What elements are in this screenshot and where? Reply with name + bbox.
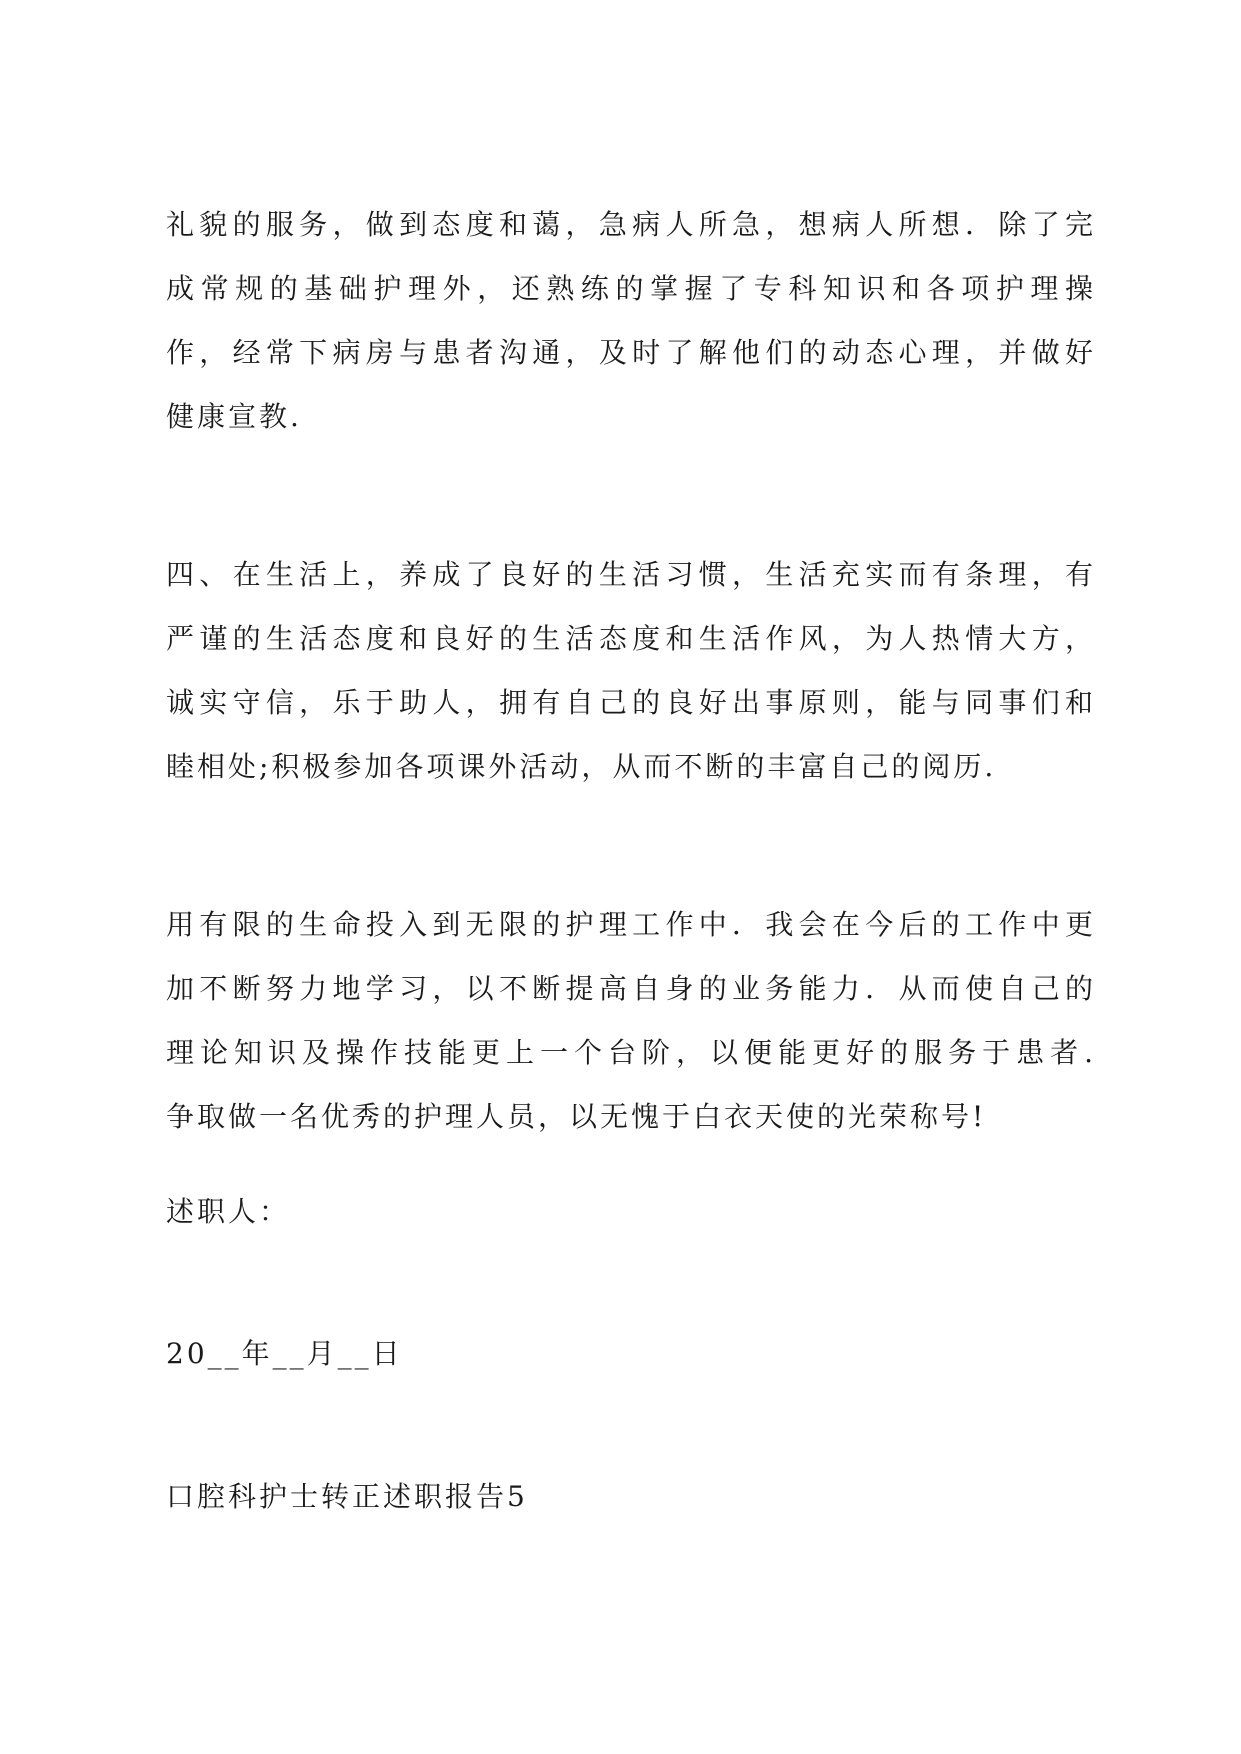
text-line: 成常规的基础护理外，还熟练的掌握了专科知识和各项护理操 [166,272,1096,305]
paragraph-service [166,193,1096,449]
paragraph-life [166,543,1096,799]
text-line: 争取做一名优秀的护理人员，以无愧于白衣天使的光荣称号! [166,1100,987,1133]
text-line: 用有限的生命投入到无限的护理工作中．我会在今后的工作中更 [166,908,1096,941]
next-report-title [166,1465,1096,1529]
text-line: 严谨的生活态度和良好的生活态度和生活作风，为人热情大方， [166,622,1096,655]
section-heading: 口腔科护士转正述职报告5 [166,1480,528,1513]
text-line: 加不断努力地学习，以不断提高自身的业务能力．从而使自己的 [166,972,1096,1005]
date-text: 20__年__月__日 [166,1337,403,1370]
text-line: 礼貌的服务，做到态度和蔼，急病人所急，想病人所想．除了完 [166,208,1096,241]
date-line [166,1322,1096,1386]
text-line: 作，经常下病房与患者沟通，及时了解他们的动态心理，并做好 [166,336,1096,369]
signature-text: 述职人： [166,1195,291,1228]
text-line: 四、在生活上，养成了良好的生活习惯，生活充实而有条理，有 [166,558,1096,591]
signature-label [166,1180,1096,1244]
paragraph-closing [166,893,1096,1149]
text-line: 诚实守信，乐于助人，拥有自己的良好出事原则，能与同事们和 [166,686,1096,719]
text-line: 理论知识及操作技能更上一个台阶，以便能更好的服务于患者. [166,1036,1096,1069]
text-line: 健康宣教. [166,400,302,433]
text-line: 睦相处;积极参加各项课外活动，从而不断的丰富自己的阅历. [166,750,997,783]
